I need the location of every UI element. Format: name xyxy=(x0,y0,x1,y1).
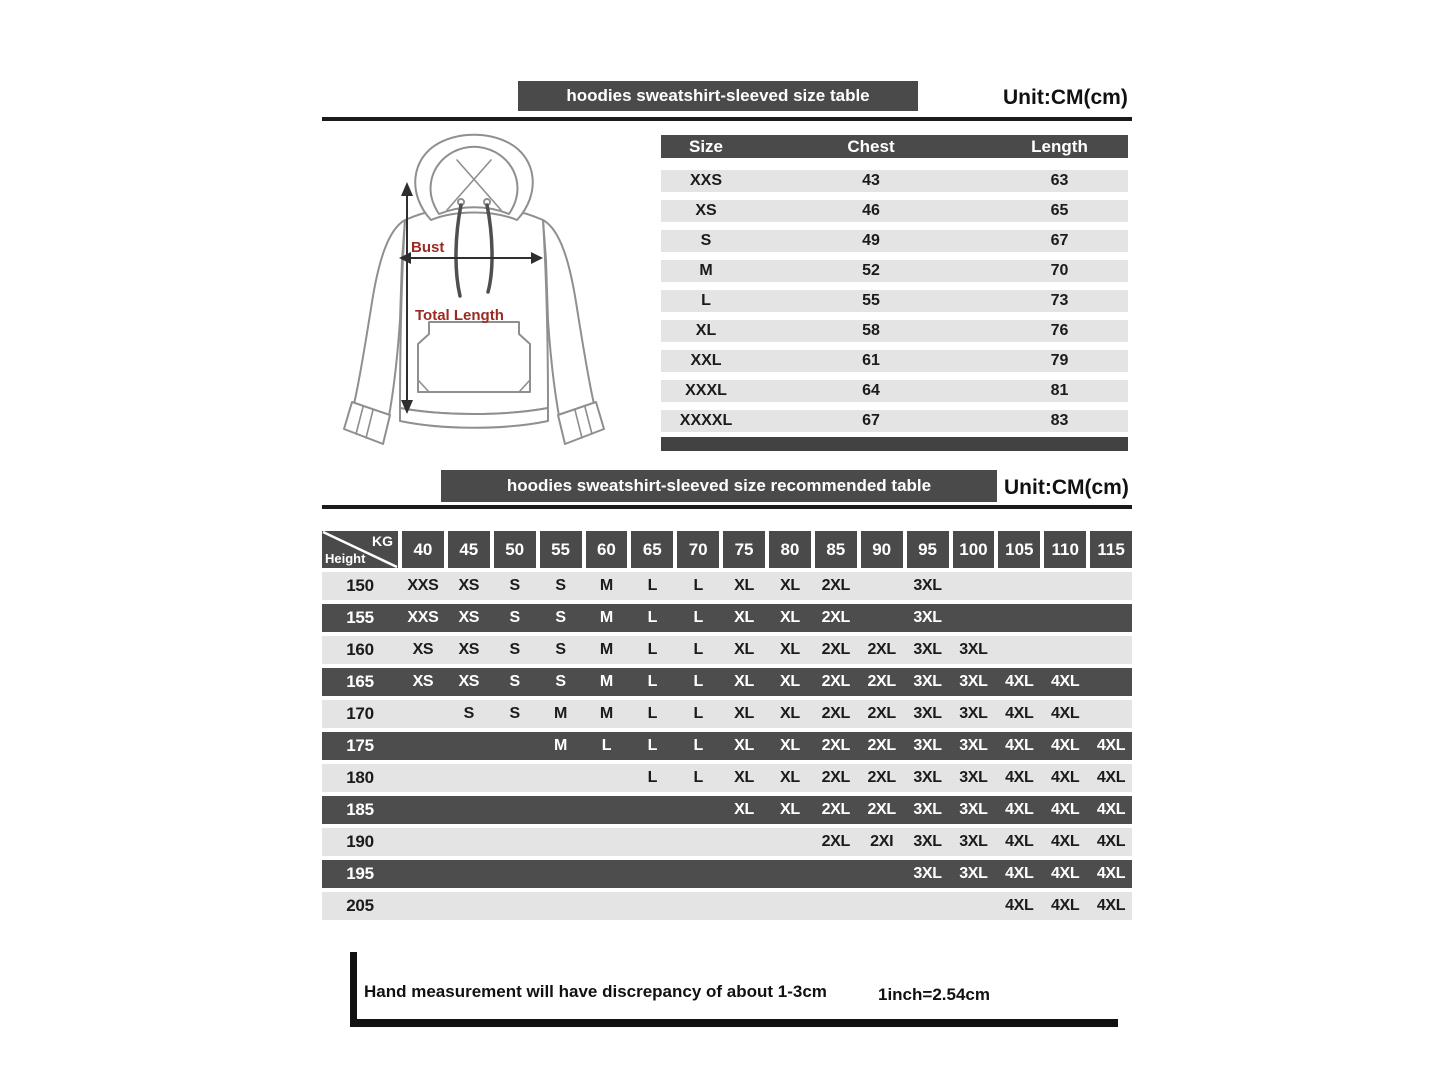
left-sleeve xyxy=(354,220,405,416)
recommended-size-matrix xyxy=(322,531,1132,920)
weight-header-cell: 70 xyxy=(677,531,719,568)
matrix-size-cell: 2XL xyxy=(821,641,851,658)
matrix-row-grid xyxy=(322,732,1132,760)
matrix-size-cell: L xyxy=(693,737,703,754)
matrix-size-cell: 4XL xyxy=(1050,865,1080,882)
matrix-size-cell: L xyxy=(647,609,658,626)
matrix-size-cell: 4XL xyxy=(1096,737,1126,754)
height-label: 190 xyxy=(346,832,374,851)
height-label: 155 xyxy=(346,608,374,627)
matrix-size-cell: S xyxy=(555,609,566,626)
matrix-size-cell: XL xyxy=(734,673,754,690)
matrix-row-grid xyxy=(322,828,1132,856)
matrix-size-cell: 4XL xyxy=(1005,737,1034,754)
matrix-size-cell: M xyxy=(554,705,568,722)
matrix-size-cell: M xyxy=(599,577,613,594)
section1-title-bar xyxy=(518,81,918,111)
matrix-size-cell: 4XL xyxy=(1050,897,1080,914)
height-label: 170 xyxy=(346,704,374,723)
matrix-size-cell: 4XL xyxy=(1005,833,1034,850)
weight-header-cell: 100 xyxy=(953,531,995,568)
matrix-size-cell: 3XL xyxy=(913,769,942,786)
size-table-row xyxy=(661,290,1128,312)
matrix-size-cell: 2XL xyxy=(821,673,851,690)
bust-label: Bust xyxy=(411,239,445,256)
matrix-size-cell: 2XL xyxy=(867,737,896,754)
size-table-cell: S xyxy=(700,232,712,249)
matrix-size-cell: 4XL xyxy=(1005,801,1034,818)
matrix-row xyxy=(322,668,1132,696)
inch-conversion-note: 1inch=2.54cm xyxy=(878,985,990,1004)
matrix-size-cell: 3XL xyxy=(913,865,942,882)
matrix-row xyxy=(322,860,1132,888)
matrix-size-cell: 2XL xyxy=(867,801,896,818)
matrix-size-cell: 3XL xyxy=(913,577,942,594)
matrix-size-cell: 4XL xyxy=(1005,769,1034,786)
kg-height-corner-cell xyxy=(322,531,398,568)
size-table-cell: 65 xyxy=(1050,202,1069,219)
height-label: 150 xyxy=(346,576,374,595)
matrix-size-cell: XL xyxy=(780,641,800,658)
column-header-length: Length xyxy=(1031,136,1088,156)
size-table-header xyxy=(661,135,1128,158)
height-label: 175 xyxy=(346,736,374,755)
matrix-row xyxy=(322,604,1132,632)
matrix-size-cell: XL xyxy=(734,641,754,658)
matrix-size-cell: XL xyxy=(780,769,800,786)
matrix-size-cell: L xyxy=(601,737,612,754)
matrix-rows xyxy=(322,572,1132,920)
matrix-size-cell: 2XL xyxy=(821,577,851,594)
matrix-size-cell: L xyxy=(647,705,658,722)
size-table-cell: M xyxy=(699,262,713,279)
size-table-cell: XL xyxy=(695,322,717,339)
height-label: 195 xyxy=(346,864,374,883)
size-table-cell: 79 xyxy=(1050,352,1069,369)
matrix-size-cell: L xyxy=(693,705,703,722)
matrix-size-cell: XL xyxy=(780,673,800,690)
matrix-size-cell: 4XL xyxy=(1005,865,1034,882)
matrix-row-grid xyxy=(322,668,1132,696)
column-header-size: Size xyxy=(688,136,724,156)
matrix-size-cell: XL xyxy=(734,609,754,626)
matrix-row xyxy=(322,892,1132,920)
size-table-row xyxy=(661,200,1128,222)
matrix-row-grid xyxy=(322,700,1132,728)
size-table-cell: 49 xyxy=(862,232,880,249)
matrix-row xyxy=(322,796,1132,824)
matrix-size-cell: 3XL xyxy=(959,865,988,882)
size-table-rows xyxy=(661,170,1128,432)
height-label: 165 xyxy=(346,672,374,691)
weight-header-cell: 75 xyxy=(723,531,765,568)
matrix-size-cell: L xyxy=(693,577,703,594)
matrix-size-cell: XS xyxy=(412,641,434,658)
size-table-cell: XXXL xyxy=(685,382,727,399)
matrix-size-cell: L xyxy=(693,673,703,690)
size-table-cell: 55 xyxy=(862,292,880,309)
size-table-cell: 73 xyxy=(1050,292,1069,309)
size-table-cell: 52 xyxy=(862,262,880,279)
matrix-size-cell: 4XL xyxy=(1050,833,1080,850)
size-table-row xyxy=(661,320,1128,342)
size-table-cell: 76 xyxy=(1050,322,1069,339)
matrix-size-cell: 2XL xyxy=(821,833,851,850)
weight-header-cell: 40 xyxy=(402,531,444,568)
size-table-row xyxy=(661,350,1128,372)
matrix-row-grid xyxy=(322,860,1132,888)
size-table-row xyxy=(661,230,1128,252)
matrix-size-cell: L xyxy=(647,769,658,786)
weight-header-cell: 95 xyxy=(907,531,949,568)
total-length-label: Total Length xyxy=(415,307,504,324)
matrix-size-cell: XL xyxy=(734,577,754,594)
matrix-row xyxy=(322,828,1132,856)
column-header-chest: Chest xyxy=(847,136,895,156)
size-table-cell: 61 xyxy=(862,352,880,369)
matrix-size-cell: 2XL xyxy=(821,737,851,754)
weight-header-cell: 90 xyxy=(861,531,903,568)
matrix-size-cell: 3XL xyxy=(913,673,942,690)
matrix-size-cell: 4XL xyxy=(1050,673,1080,690)
matrix-row-grid xyxy=(322,892,1132,920)
matrix-size-cell: S xyxy=(509,705,520,722)
size-table-cell: 58 xyxy=(862,322,880,339)
matrix-size-cell: XS xyxy=(458,609,480,626)
matrix-size-cell: S xyxy=(509,673,520,690)
height-label: 160 xyxy=(346,640,374,659)
matrix-size-cell: XL xyxy=(780,705,800,722)
weight-header-cell: 115 xyxy=(1090,531,1132,568)
matrix-size-cell: 3XL xyxy=(959,769,988,786)
size-table-cell: XXXXL xyxy=(679,412,733,429)
matrix-size-cell: XL xyxy=(780,577,800,594)
hoodie-measurement-diagram xyxy=(333,130,615,460)
matrix-size-cell: 2XL xyxy=(867,705,896,722)
matrix-size-cell: 4XL xyxy=(1050,705,1080,722)
matrix-size-cell: M xyxy=(599,673,613,690)
size-table-cell: XS xyxy=(695,202,717,219)
size-table-row xyxy=(661,170,1128,192)
matrix-row-grid xyxy=(322,796,1132,824)
matrix-size-cell: 4XL xyxy=(1005,705,1034,722)
matrix-size-cell: M xyxy=(599,609,613,626)
weight-header-cell: 50 xyxy=(494,531,536,568)
matrix-size-cell: S xyxy=(555,673,566,690)
matrix-size-cell: 3XL xyxy=(913,705,942,722)
size-table-bottom-bar xyxy=(661,437,1128,451)
matrix-size-cell: 3XL xyxy=(913,641,942,658)
matrix-size-cell: XS xyxy=(458,577,480,594)
size-table-cell: XXL xyxy=(690,352,722,369)
matrix-row-grid xyxy=(322,604,1132,632)
matrix-size-cell: 3XL xyxy=(913,737,942,754)
matrix-size-cell: 3XL xyxy=(913,801,942,818)
matrix-size-cell: 4XL xyxy=(1005,897,1034,914)
height-corner-label: Height xyxy=(325,551,366,566)
matrix-size-cell: XL xyxy=(734,705,754,722)
matrix-size-cell: 3XL xyxy=(959,833,988,850)
matrix-row-grid xyxy=(322,572,1132,600)
matrix-row xyxy=(322,764,1132,792)
matrix-size-cell: 4XL xyxy=(1096,865,1126,882)
matrix-size-cell: L xyxy=(647,737,658,754)
matrix-row-grid xyxy=(322,636,1132,664)
matrix-size-cell: 3XL xyxy=(913,609,942,626)
weight-header-cell: 110 xyxy=(1044,531,1086,568)
matrix-size-cell: 4XL xyxy=(1096,801,1126,818)
matrix-size-cell: XL xyxy=(780,737,800,754)
matrix-size-cell: M xyxy=(599,705,613,722)
size-table-cell: 63 xyxy=(1050,172,1069,189)
matrix-size-cell: 2XL xyxy=(867,769,896,786)
matrix-size-cell: S xyxy=(509,577,520,594)
size-table-cell: XXS xyxy=(689,172,722,189)
size-table-row xyxy=(661,260,1128,282)
divider-line-middle xyxy=(322,505,1132,509)
matrix-size-cell: XS xyxy=(458,673,480,690)
matrix-size-cell: 4XL xyxy=(1050,737,1080,754)
matrix-size-cell: 3XL xyxy=(959,673,988,690)
matrix-size-cell: 2XL xyxy=(821,769,851,786)
size-table-cell: 43 xyxy=(862,172,880,189)
kg-corner-label: KG xyxy=(372,533,393,549)
matrix-size-cell: 4XL xyxy=(1005,673,1034,690)
matrix-size-cell: 2XL xyxy=(821,705,851,722)
weight-header-cell: 45 xyxy=(448,531,490,568)
height-label: 185 xyxy=(346,800,374,819)
matrix-size-cell: 4XL xyxy=(1050,769,1080,786)
matrix-size-cell: 4XL xyxy=(1096,897,1126,914)
matrix-size-cell: L xyxy=(647,673,658,690)
right-sleeve xyxy=(543,220,594,416)
section2-title-bar xyxy=(441,470,997,502)
matrix-row xyxy=(322,700,1132,728)
matrix-size-cell: 2XI xyxy=(870,833,894,850)
matrix-size-cell: 2XL xyxy=(867,673,896,690)
matrix-size-cell: S xyxy=(463,705,474,722)
matrix-row xyxy=(322,636,1132,664)
size-table-row xyxy=(661,410,1128,432)
section2-title: hoodies sweatshirt-sleeved size recommended table xyxy=(506,476,932,495)
matrix-size-cell: L xyxy=(693,641,703,658)
matrix-header-row xyxy=(322,531,1132,568)
matrix-size-cell: XL xyxy=(734,801,754,818)
size-table-cell: 67 xyxy=(862,412,880,429)
size-table-cell: 83 xyxy=(1050,412,1069,429)
matrix-row-grid xyxy=(322,764,1132,792)
height-label: 180 xyxy=(346,768,374,787)
size-table-cell: 81 xyxy=(1050,382,1069,399)
measurement-note: Hand measurement will have discrepancy of about 1-3cm xyxy=(364,982,827,1001)
weight-header-cell: 60 xyxy=(586,531,628,568)
matrix-size-cell: L xyxy=(647,577,658,594)
matrix-size-cell: XXS xyxy=(407,577,439,594)
section2-unit-label: Unit:CM(cm) xyxy=(1004,476,1129,499)
matrix-size-cell: 3XL xyxy=(959,801,988,818)
matrix-size-cell: XXS xyxy=(407,609,439,626)
matrix-size-cell: XL xyxy=(780,801,800,818)
matrix-size-cell: XS xyxy=(458,641,480,658)
size-table-cell: L xyxy=(701,292,711,309)
matrix-size-cell: 4XL xyxy=(1096,833,1126,850)
divider-line-top xyxy=(322,117,1132,121)
matrix-row xyxy=(322,732,1132,760)
matrix-size-cell: S xyxy=(555,577,566,594)
size-table-cell: 64 xyxy=(862,382,880,399)
height-label: 205 xyxy=(346,896,374,915)
matrix-size-cell: 2XL xyxy=(821,609,851,626)
matrix-size-cell: L xyxy=(693,609,703,626)
matrix-size-cell: S xyxy=(555,641,566,658)
matrix-size-cell: XL xyxy=(734,769,754,786)
weight-header-cell: 105 xyxy=(998,531,1040,568)
matrix-row xyxy=(322,572,1132,600)
kangaroo-pocket xyxy=(418,322,530,392)
size-table-cell: 67 xyxy=(1050,232,1069,249)
matrix-size-cell: XL xyxy=(780,609,800,626)
matrix-size-cell: 3XL xyxy=(959,737,988,754)
section1-title: hoodies sweatshirt-sleeved size table xyxy=(566,86,870,105)
size-table-cell: 70 xyxy=(1050,262,1069,279)
matrix-size-cell: L xyxy=(693,769,703,786)
matrix-size-cell: 2XL xyxy=(867,641,896,658)
matrix-size-cell: 4XL xyxy=(1096,769,1126,786)
matrix-size-cell: 4XL xyxy=(1050,801,1080,818)
weight-header-cell: 65 xyxy=(631,531,673,568)
matrix-size-cell: 3XL xyxy=(959,641,988,658)
matrix-size-cell: L xyxy=(647,641,658,658)
matrix-size-cell: 3XL xyxy=(913,833,942,850)
size-table-cell: 46 xyxy=(862,202,880,219)
matrix-size-cell: M xyxy=(554,737,568,754)
footer-underline xyxy=(350,1019,1118,1027)
size-table xyxy=(661,135,1128,451)
weight-header-cell: 55 xyxy=(540,531,582,568)
matrix-size-cell: S xyxy=(509,609,520,626)
section1-unit-label: Unit:CM(cm) xyxy=(1003,86,1128,109)
matrix-size-cell: 3XL xyxy=(959,705,988,722)
size-table-row xyxy=(661,380,1128,402)
matrix-size-cell: XL xyxy=(734,737,754,754)
matrix-size-cell: M xyxy=(599,641,613,658)
weight-header-cell: 80 xyxy=(769,531,811,568)
matrix-size-cell: S xyxy=(509,641,520,658)
weight-header-cell: 85 xyxy=(815,531,857,568)
matrix-size-cell: 2XL xyxy=(821,801,851,818)
footer-left-bar xyxy=(350,952,357,1026)
matrix-size-cell: XS xyxy=(412,673,434,690)
